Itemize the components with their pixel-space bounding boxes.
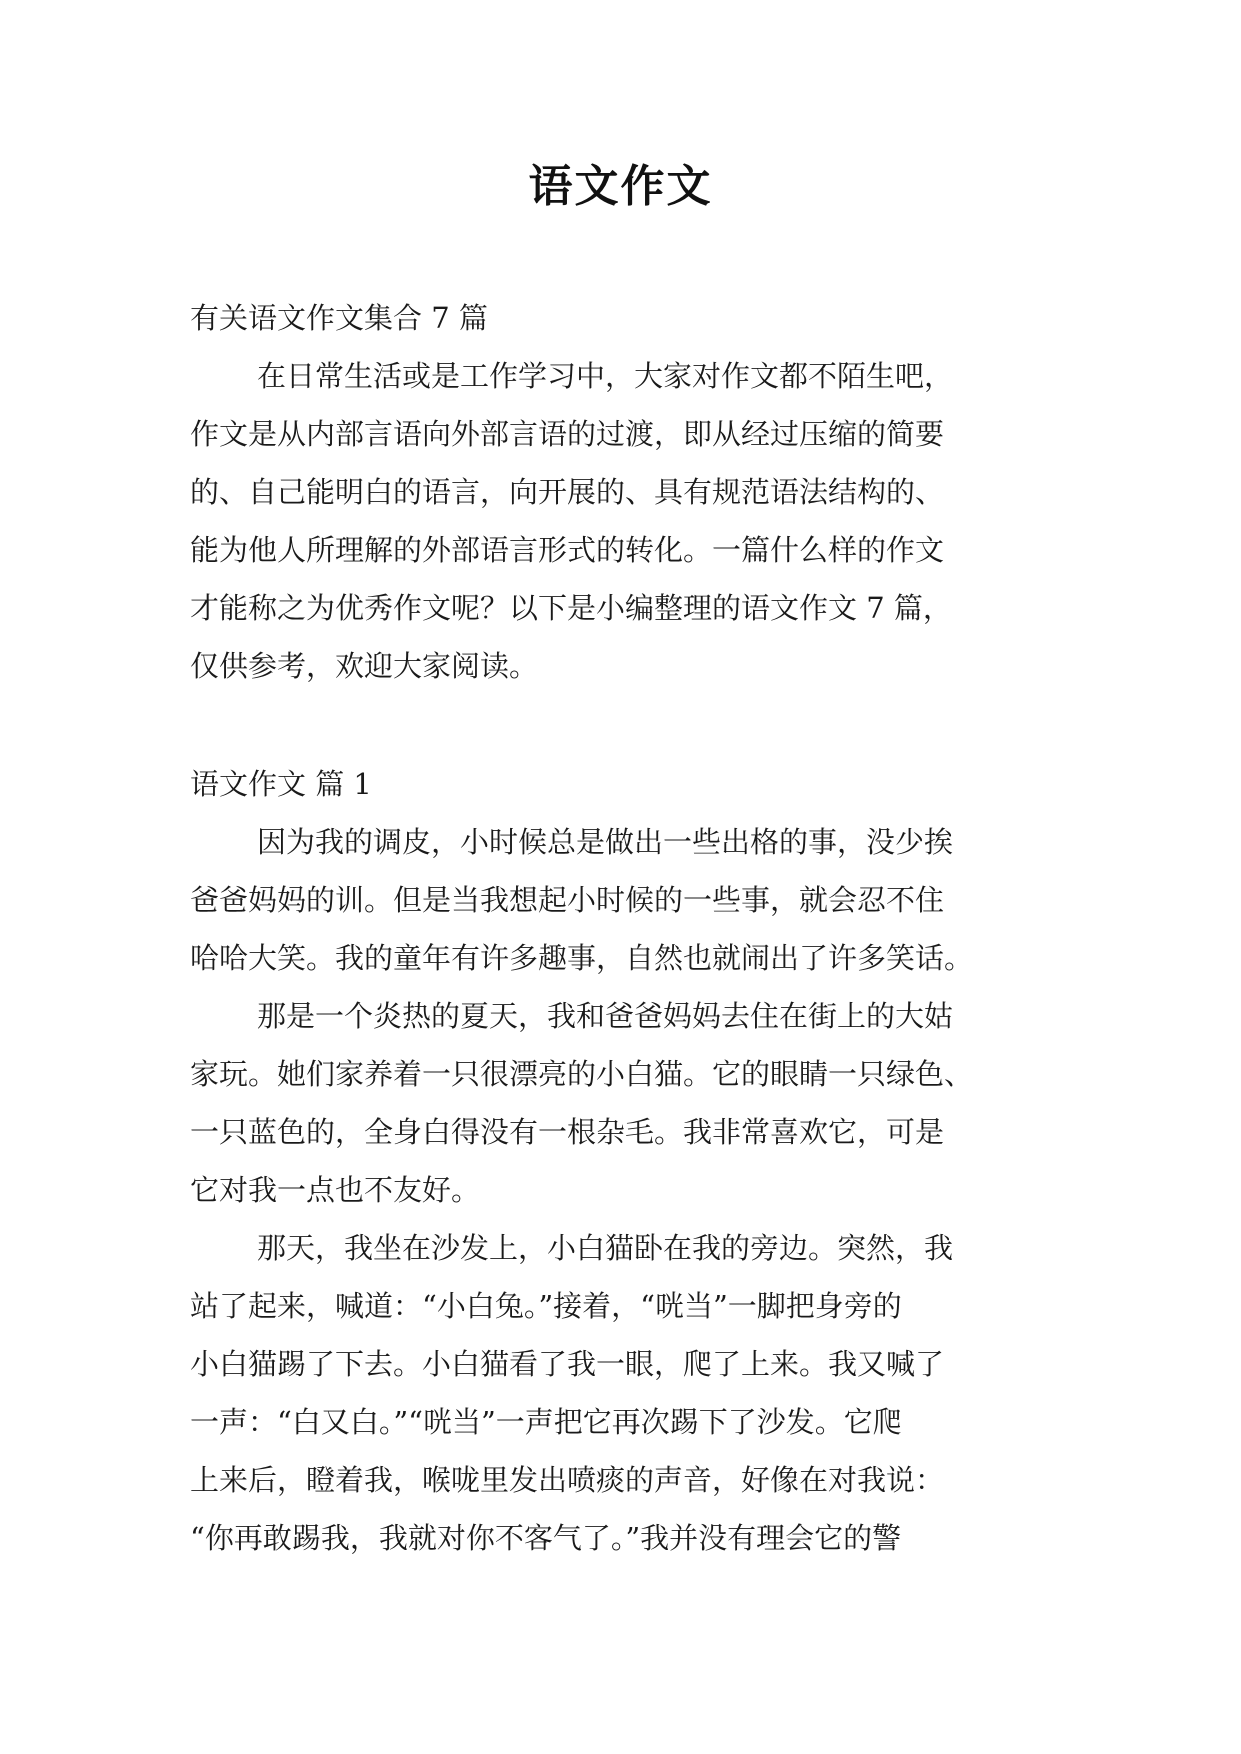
body-line: 因为我的调皮，小时候总是做出一些出格的事，没少挨 [257,825,954,859]
body-line: 它对我一点也不友好。 [190,1173,481,1207]
intro-line: 在日常生活或是工作学习中，大家对作文都不陌生吧， [257,359,954,393]
body-line: “你再敢踢我，我就对你不客气了。”我并没有理会它的警 [190,1521,902,1555]
intro-line: 的、自己能明白的语言，向开展的、具有规范语法结构的、 [190,475,945,509]
intro-line: 作文是从内部言语向外部言语的过渡，即从经过压缩的简要 [190,417,945,451]
body-line: 哈哈大笑。我的童年有许多趣事，自然也就闹出了许多笑话。 [190,941,974,975]
body-line: 那天，我坐在沙发上，小白猫卧在我的旁边。突然，我 [257,1231,954,1265]
body-line: 一只蓝色的，全身白得没有一根杂毛。我非常喜欢它，可是 [190,1115,945,1149]
body-line: 小白猫踢了下去。小白猫看了我一眼，爬了上来。我又喊了 [190,1347,945,1381]
intro-line: 能为他人所理解的外部语言形式的转化。一篇什么样的作文 [190,533,945,567]
body-line: 上来后，瞪着我，喉咙里发出喷痰的声音，好像在对我说： [190,1463,945,1497]
collection-heading: 有关语文作文集合 7 篇 [190,301,488,335]
body-line: 爸爸妈妈的训。但是当我想起小时候的一些事，就会忍不住 [190,883,945,917]
document-title: 语文作文 [528,161,713,212]
body-line: 一声：“白又白。”“咣当”一声把它再次踢下了沙发。它爬 [190,1405,902,1439]
body-line: 家玩。她们家养着一只很漂亮的小白猫。它的眼睛一只绿色、 [190,1057,974,1091]
intro-line: 仅供参考，欢迎大家阅读。 [190,649,539,683]
section-heading: 语文作文 篇 1 [190,767,372,801]
intro-line: 才能称之为优秀作文呢？以下是小编整理的语文作文 7 篇， [190,591,952,625]
body-line: 站了起来，喊道：“小白兔。”接着，“咣当”一脚把身旁的 [190,1289,902,1323]
body-line: 那是一个炎热的夏天，我和爸爸妈妈去住在街上的大姑 [257,999,954,1033]
